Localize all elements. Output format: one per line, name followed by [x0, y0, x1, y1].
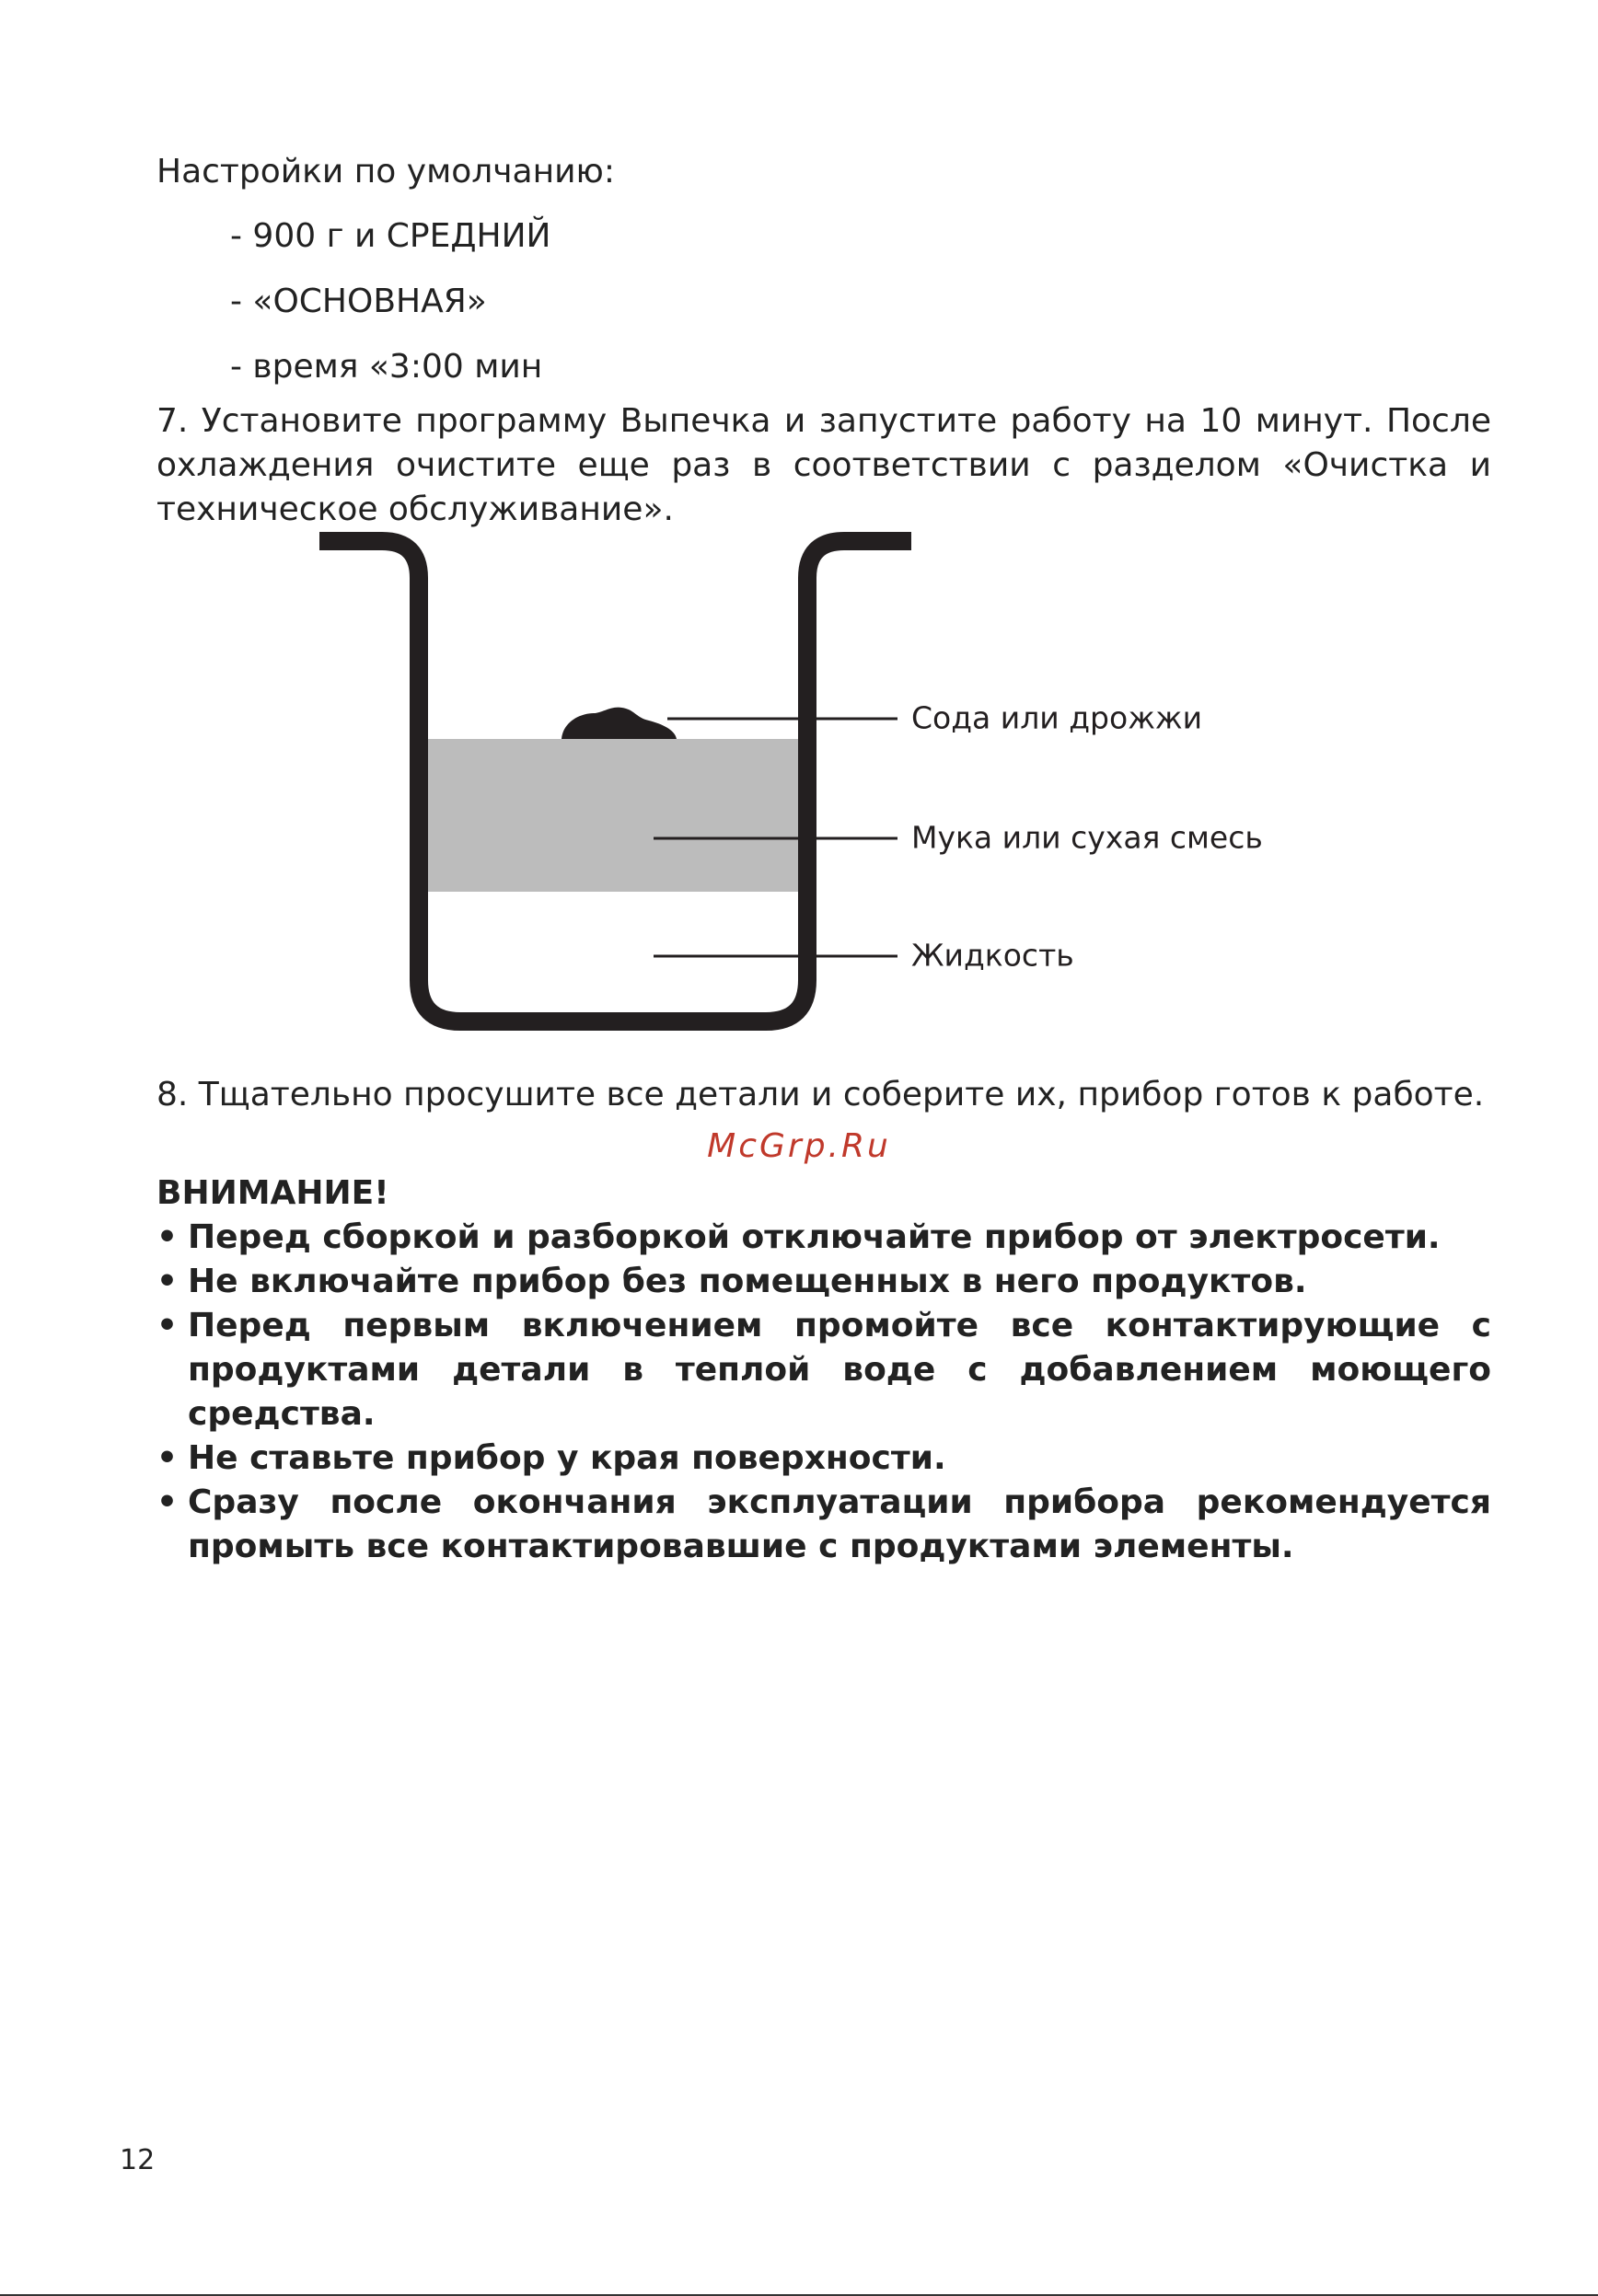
bullet-icon: •: [156, 1483, 179, 1521]
default-item-size: - 900 г и СРЕДНИЙ: [230, 217, 551, 255]
warning-title: ВНИМАНИЕ!: [156, 1174, 389, 1212]
warning-item-text: Не включайте прибор без помещенных в него продуктов.: [188, 1263, 1307, 1300]
default-item-time: - время «3:00 мин: [230, 348, 543, 386]
warning-list: [156, 1216, 1491, 1569]
page-number: 12: [120, 2144, 156, 2176]
warning-item: [156, 1260, 1491, 1304]
warning-item: [156, 1216, 1491, 1260]
warning-item-text: Сразу после окончания эксплуатации прибора рекомендуется промыть все контактировавшие с продуктами элементы.: [188, 1483, 1491, 1565]
warning-item: [156, 1436, 1491, 1481]
bread-pan-diagram: [313, 529, 1270, 1044]
warning-item: [156, 1304, 1491, 1436]
default-item-program: - «ОСНОВНАЯ»: [230, 283, 487, 320]
warning-item-text: Перед первым включением промойте все контактирующие с продуктами детали в теплой воде с добавлением моющего средства.: [188, 1307, 1491, 1433]
warning-item-text: Не ставьте прибор у края поверхности.: [188, 1439, 946, 1477]
step-7-text: 7. Установите программу Выпечка и запустите работу на 10 минут. После охлаждения очистите еще раз в соответствии с разделом «Очистка и техническое обслуживание».: [156, 402, 1491, 528]
warning-item-text: Перед сборкой и разборкой отключайте прибор от электросети.: [188, 1218, 1441, 1256]
watermark: McGrp.Ru: [707, 1127, 891, 1165]
label-liquid: Жидкость: [911, 937, 1074, 974]
warning-item: [156, 1481, 1491, 1569]
bullet-icon: •: [156, 1439, 179, 1477]
flour-layer: [423, 739, 801, 892]
bullet-icon: •: [156, 1218, 179, 1256]
defaults-heading: Настройки по умолчанию:: [156, 153, 615, 190]
step-8-text: 8. Тщательно просушите все детали и соберите их, прибор готов к работе.: [156, 1076, 1485, 1113]
yeast-mound: [562, 708, 677, 739]
label-yeast: Сода или дрожжи: [911, 699, 1203, 736]
bullet-icon: •: [156, 1307, 179, 1344]
label-flour: Мука или сухая смесь: [911, 819, 1263, 856]
bullet-icon: •: [156, 1263, 179, 1300]
